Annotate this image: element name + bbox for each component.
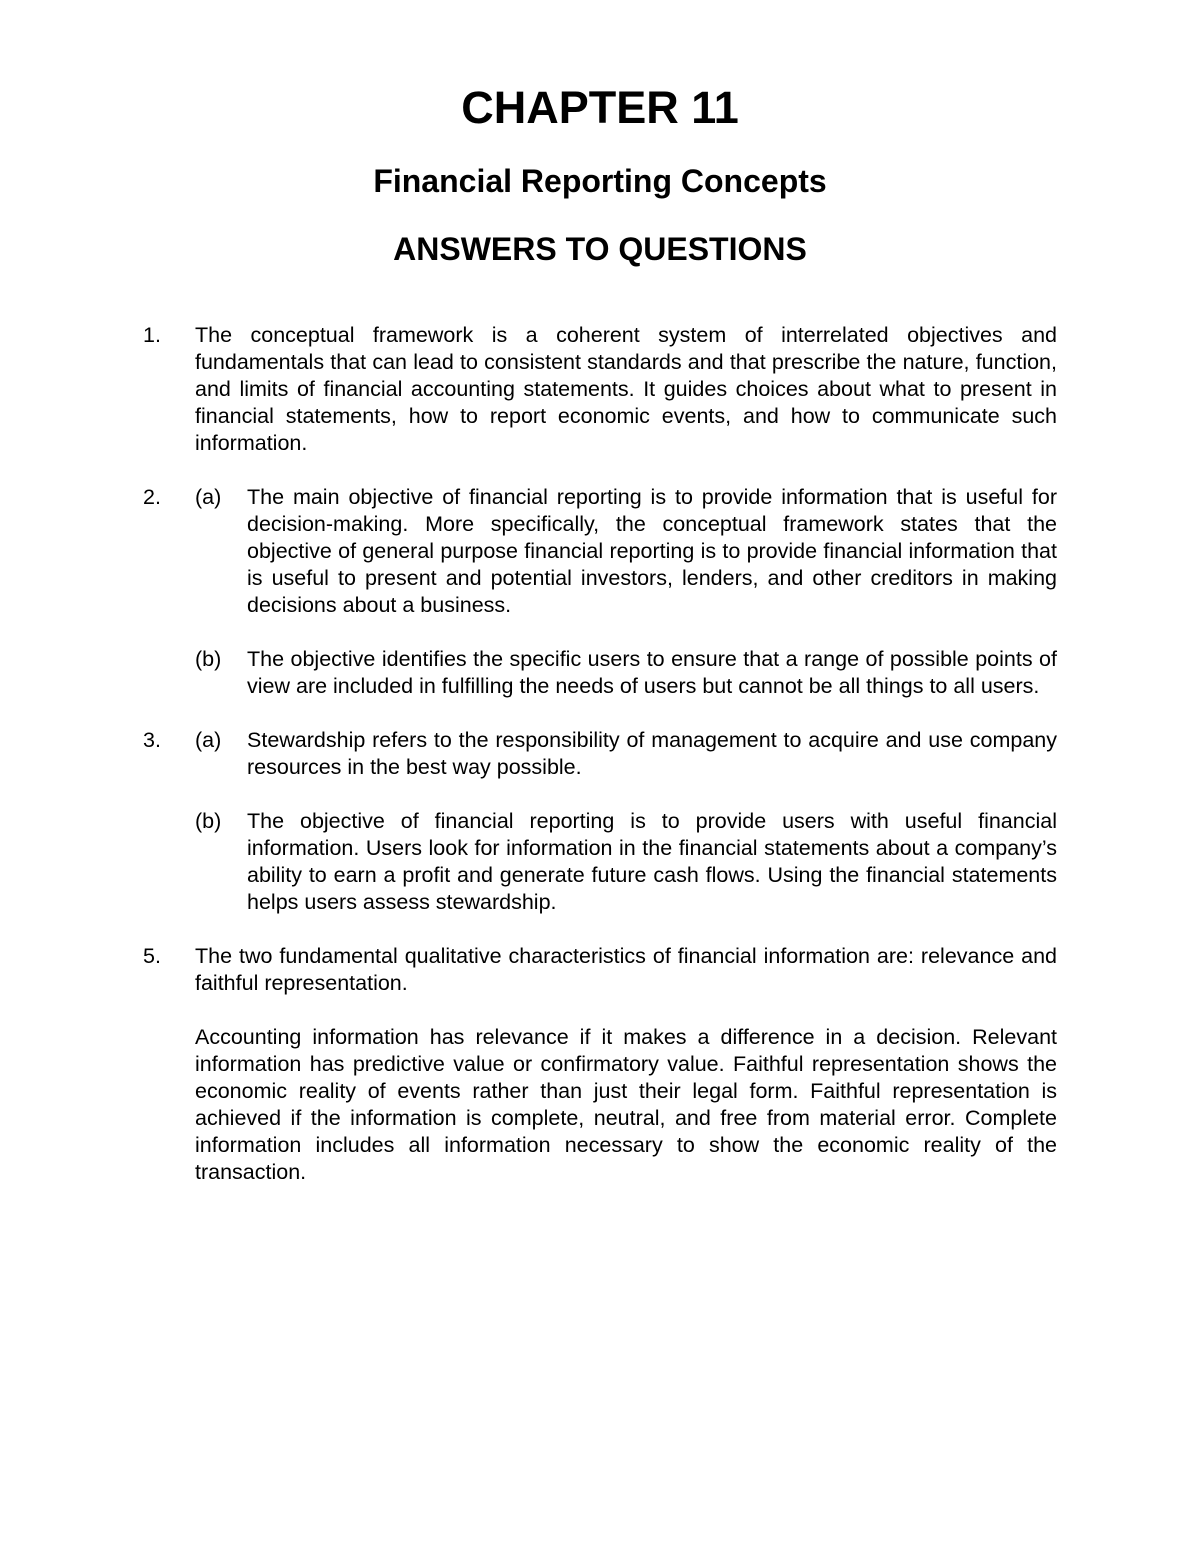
part-text: The objective of financial reporting is to provide users with useful financial information. Users look for information in the financial statements about a company’s ability to earn a profit and generate future cash flows. Using the financial statements helps users assess stewardship. [247,809,1057,914]
part-text: The objective identifies the specific users to ensure that a range of possible points of view are included in fulfilling the needs of users but cannot be all things to all users. [247,647,1057,698]
section-heading: ANSWERS TO QUESTIONS [393,231,807,267]
answer-text: The two fundamental qualitative characteristics of financial information are: relevance and faithful representation. [195,944,1057,995]
answer-item-1 [143,322,1057,457]
part-label: (b) [195,809,222,833]
answer-text-continued: Accounting information has relevance if it makes a difference in a decision. Relevant information has predictive value or confirmatory value. Faithful representation shows the economic reality of events rather than just their legal form. Faithful representation is achieved if the information is complete, neutral, and free from material error. Complete information includes all information necessary to show the economic reality of the transaction. [195,1025,1057,1184]
answer-number: 3. [143,728,161,752]
answers-list [143,322,1057,1213]
answer-part-a [195,484,1057,619]
answer-number: 5. [143,944,161,968]
answer-part-b [195,646,1057,700]
answer-item-5 [143,943,1057,1186]
chapter-title: CHAPTER 11 [461,82,739,133]
answer-part-a [195,727,1057,781]
answer-item-2 [143,484,1057,700]
part-text: The main objective of financial reporting is to provide information that is useful for decision-making. More specifically, the conceptual framework states that the objective of general purpose financial reporting is to provide financial information that is useful to present and potential investors, lenders, and other creditors in making decisions about a business. [247,485,1057,617]
answer-part-b [195,808,1057,916]
part-label: (a) [195,728,222,752]
chapter-subtitle: Financial Reporting Concepts [373,163,827,199]
answer-text: The conceptual framework is a coherent system of interrelated objectives and fundamentals that can lead to consistent standards and that prescribe the nature, function, and limits of financial accounting statements. It guides choices about what to present in financial statements, how to report economic events, and how to communicate such information. [195,323,1057,455]
part-label: (b) [195,647,222,671]
answer-number: 2. [143,485,161,509]
answer-item-3 [143,727,1057,916]
part-label: (a) [195,485,222,509]
part-text: Stewardship refers to the responsibility of management to acquire and use company resources in the best way possible. [247,728,1057,779]
answer-number: 1. [143,323,161,347]
